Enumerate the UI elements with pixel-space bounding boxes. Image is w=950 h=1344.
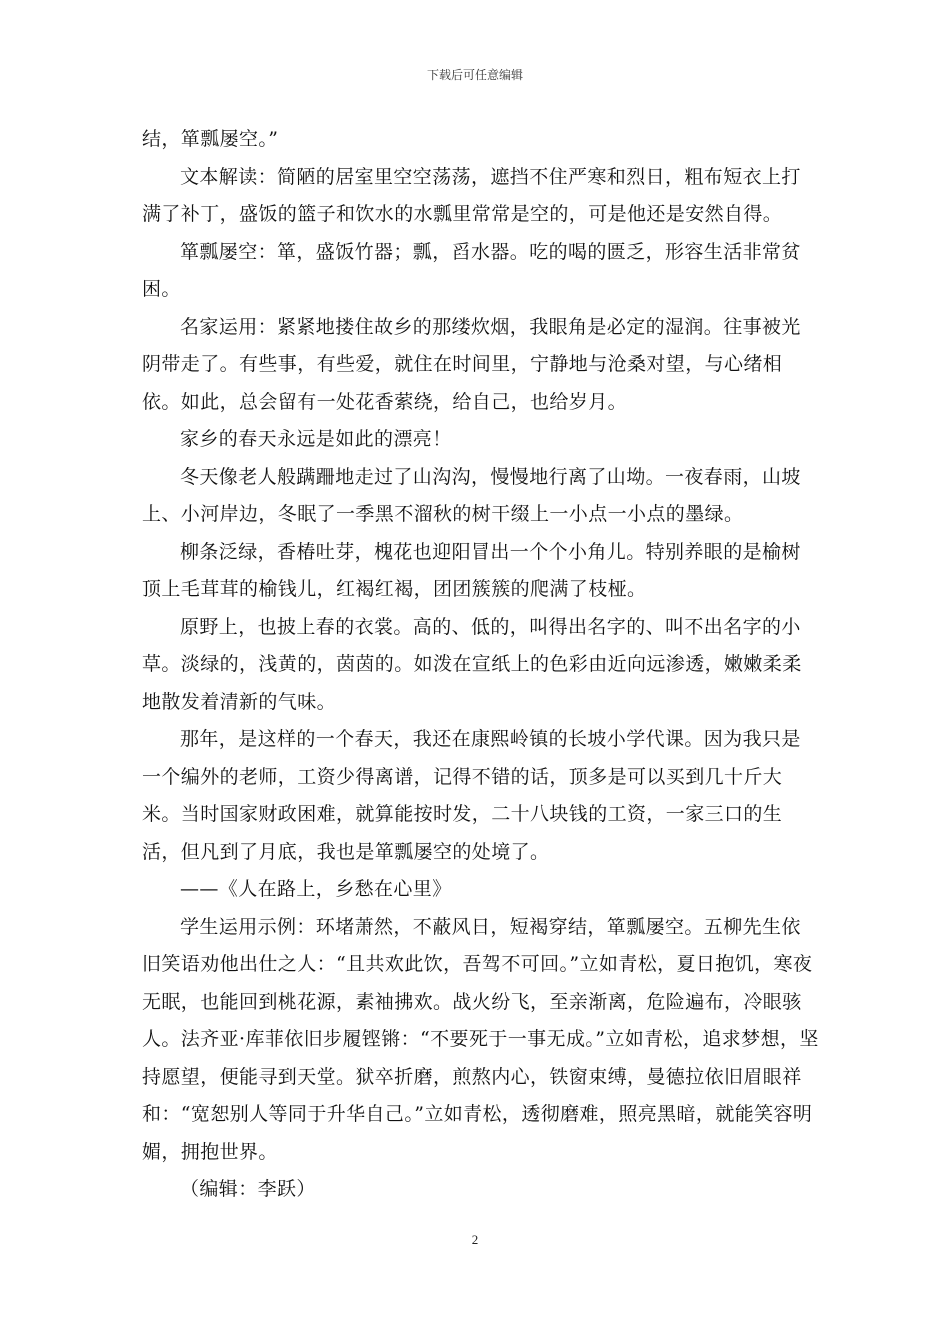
paragraph-famous-usage: 名家运用：紧紧地搂住故乡的那缕炊烟，我眼角是必定的湿润。往事被光阴带走了。有些事，有些爱，就住在时间里，宁静地与沧桑对望，与心绪相依。如此，总会留有一处花香萦绕，给自己，也给岁月。 xyxy=(142,315,801,413)
paragraph-that-year: 那年，是这样的一个春天，我还在康熙岭镇的长坡小学代课。因为我只是一个编外的老师，工资少得离谱，记得不错的话，顶多是可以买到几十斤大米。当时国家财政困难，就算能按时发，二十八块钱的工资，一家三口的生活，但凡到了月底，我也是箪瓢屡空的处境了。 xyxy=(142,728,801,863)
paragraph-winter: 冬天像老人般蹒跚地走过了山沟沟，慢慢地行离了山坳。一夜春雨，山坡上、小河岸边，冬眠了一季黑不溜秋的树干缀上一小点一小点的墨绿。 xyxy=(142,465,801,525)
paragraph-field: 原野上，也披上春的衣裳。高的、低的，叫得出名字的、叫不出名字的小草。淡绿的，浅黄的，茵茵的。如泼在宣纸上的色彩由近向远渗透，嫩嫩柔柔地散发着清新的气味。 xyxy=(142,615,802,713)
paragraph-source: ——《人在路上，乡愁在心里》 xyxy=(180,878,452,900)
paragraph-idiom-definition: 箪瓢屡空：箪，盛饭竹器；瓢，舀水器。吃的喝的匮乏，形容生活非常贫困。 xyxy=(142,240,801,300)
page-number: 2 xyxy=(471,1232,479,1247)
paragraph-text-interpretation: 文本解读：简陋的居室里空空荡荡，遮挡不住严寒和烈日，粗布短衣上打满了补丁，盛饭的篮子和饮水的水瓢里常常是空的，可是他还是安然自得。 xyxy=(142,165,801,225)
document-body xyxy=(142,121,820,1209)
paragraph-editor: （编辑：李跃） xyxy=(180,1178,316,1200)
paragraph-student-example: 学生运用示例：环堵萧然，不蔽风日，短褐穿结，箪瓢屡空。五柳先生依旧笑语劝他出仕之人：“且共欢此饮，吾驾不可回。”立如青松，夏日抱饥，寒夜无眠，也能回到桃花源，素袖拂欢。战火纷飞，至亲渐离，危险遍布，冷眼骇人。法齐亚·库菲依旧步履铿锵：“不要死于一事无成。”立如青松，追求梦想，坚持愿望，便能寻到天堂。狱卒折磨，煎熬内心，铁窗束缚，曼德拉依旧眉眼祥和：“宽恕别人等同于升华自己。”立如青松，透彻磨难，照亮黑暗，就能笑容明媚，拥抱世界。 xyxy=(142,915,819,1163)
paragraph-willow: 柳条泛绿，香椿吐芽，槐花也迎阳冒出一个个小角儿。特别养眼的是榆树顶上毛茸茸的榆钱儿，红褐红褐，团团簇簇的爬满了枝桠。 xyxy=(142,540,801,600)
paragraph-spring-intro: 家乡的春天永远是如此的漂亮！ xyxy=(180,428,452,450)
page-header: 下载后可任意编辑 xyxy=(426,68,523,82)
paragraph-quote-end: 结，箪瓢屡空。” xyxy=(142,128,279,150)
